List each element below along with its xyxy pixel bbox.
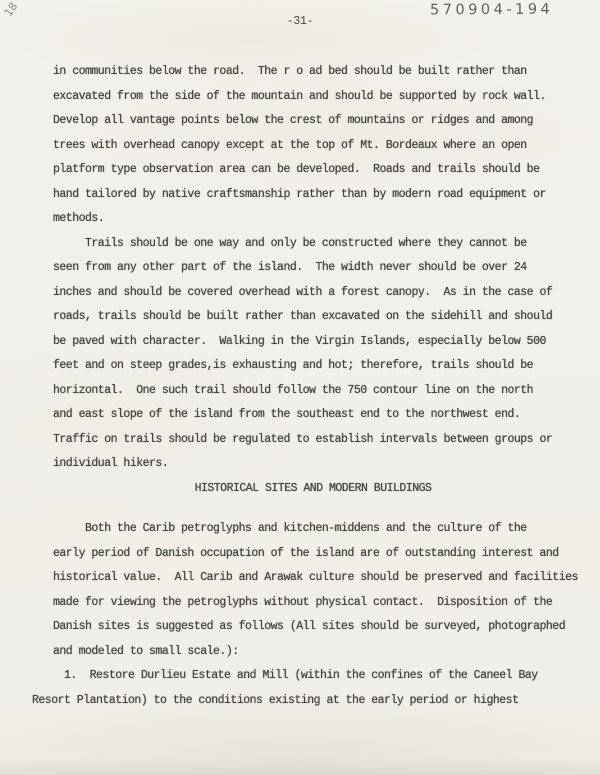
text-line: platform type observation area can be developed. Roads and trails should be [53,163,540,176]
pencil-corner-annotation: 18 [1,0,21,19]
text-line: trees with overhead canopy except at the top of Mt. Bordeaux where an open [53,138,527,152]
text-line: individual hikers. [53,457,169,470]
text-line: excavated from the side of the mountain and should be supported by rock wall. [53,89,546,103]
text-line: Danish sites is suggested as follows (All sites should be surveyed, photographed [53,620,566,633]
paragraph-roads [53,60,573,232]
text-line: 1. Restore Durlieu Estate and Mill (within the confines of the Caneel Bay [32,669,538,682]
text-line: roads, trails should be built rather than excavated on the sidehill and should [53,310,553,323]
text-line: Both the Carib petroglyphs and kitchen-middens and the culture of the [53,522,527,535]
text-line: horizontal. One such trail should follow the 750 contour line on the north [53,383,534,397]
page-number: -31- [286,15,314,28]
text-line: early period of Danish occupation of the island are of outstanding interest and [53,546,559,560]
text-line: seen from any other part of the island. The width never should be over 24 [53,261,527,274]
document-id-annotation: 570904-194 [429,1,554,19]
paragraph-item-1 [32,664,573,713]
text-line: inches and should be covered overhead with a forest canopy. As in the case of [53,285,553,299]
text-line: be paved with character. Walking in the Virgin Islands, especially below 500 [53,334,546,348]
text-line: Resort Plantation) to the conditions existing at the early period or highest [32,693,519,707]
text-line: methods. [53,212,105,225]
text-line: Traffic on trails should be regulated to establish intervals between groups or [53,432,553,446]
text-line: in communities below the road. The r o ad bed should be built rather than [53,65,527,78]
text-line: Trails should be one way and only be constructed where they cannot be [53,236,527,250]
scan-edge-shadow [0,757,600,775]
text-line: historical value. All Carib and Arawak culture should be preserved and facilities [53,571,578,584]
text-line: hand tailored by native craftsmanship rather than by modern road equipment or [53,187,546,201]
text-line: and modeled to small scale.): [53,644,239,658]
section-heading: HISTORICAL SITES AND MODERN BUILDINGS [194,481,432,495]
text-line: Develop all vantage points below the crest of mountains or ridges and among [53,114,534,127]
text-line: made for viewing the petroglyphs without physical contact. Disposition of the [53,595,553,609]
document-body [32,60,578,713]
text-line: feet and on steep grades,is exhausting and hot; therefore, trails should be [53,359,534,372]
paragraph-historical-sites [53,517,578,664]
text-line: and east slope of the island from the southeast end to the northwest end. [53,408,521,421]
paragraph-trails [53,232,573,477]
